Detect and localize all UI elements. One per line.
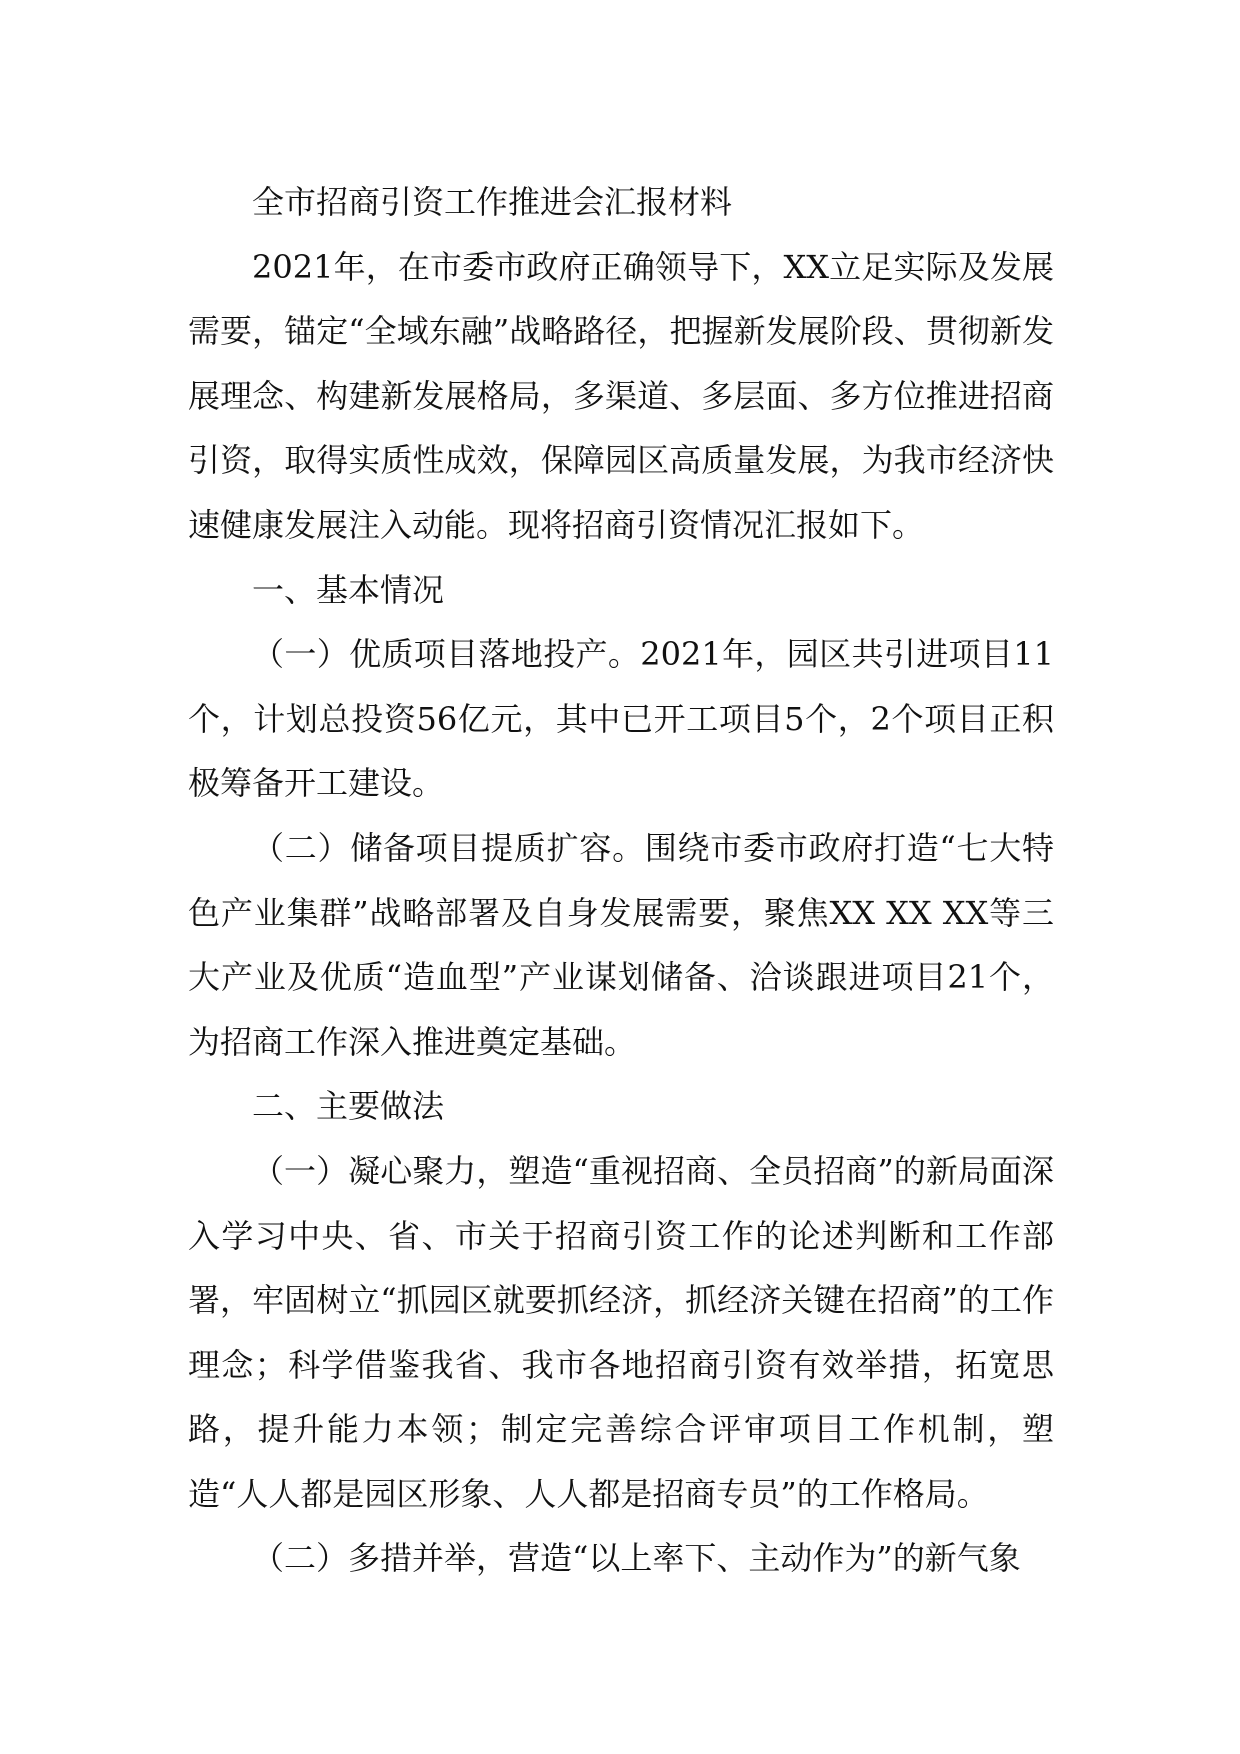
intro-paragraph: 2021年，在市委市政府正确领导下，XX立足实际及发展需要，锚定“全域东融”战略路径，把握新发展阶段、贯彻新发展理念、构建新发展格局，多渠道、多层面、多方位推进招商引资，取得实质性成效，保障园区高质量发展，为我市经济快速健康发展注入动能。现将招商引资情况汇报如下。 (188, 247, 1054, 544)
document-title: 全市招商引资工作推进会汇报材料 (252, 183, 733, 221)
section-heading-main-practices: 二、主要做法 (252, 1087, 445, 1126)
paragraph-multiple-measures: （二）多措并举，营造“以上率下、主动作为”的新气象 (252, 1539, 1021, 1578)
section-heading-basic-situation: 一、基本情况 (252, 570, 445, 609)
paragraph-reserve-projects: （二）储备项目提质扩容。围绕市委市政府打造“七大特色产业集群”战略部署及自身发展需要，聚焦XX XX XX等三大产业及优质“造血型”产业谋划储备、洽谈跟进项目21个，为招商工作深入推进奠定基础。 (188, 828, 1054, 1061)
document-body (188, 170, 1054, 1591)
paragraph-concentrate-efforts: （一）凝心聚力，塑造“重视招商、全员招商”的新局面深入学习中央、省、市关于招商引资工作的论述判断和工作部署，牢固树立“抓园区就要抓经济，抓经济关键在招商”的工作理念；科学借鉴我省、我市各地招商引资有效举措，拓宽思路，提升能力本领；制定完善综合评审项目工作机制，塑造“人人都是园区形象、人人都是招商专员”的工作格局。 (188, 1151, 1054, 1513)
paragraph-quality-projects: （一）优质项目落地投产。2021年，园区共引进项目11个，计划总投资56亿元，其中已开工项目5个，2个项目正积极筹备开工建设。 (188, 635, 1054, 803)
